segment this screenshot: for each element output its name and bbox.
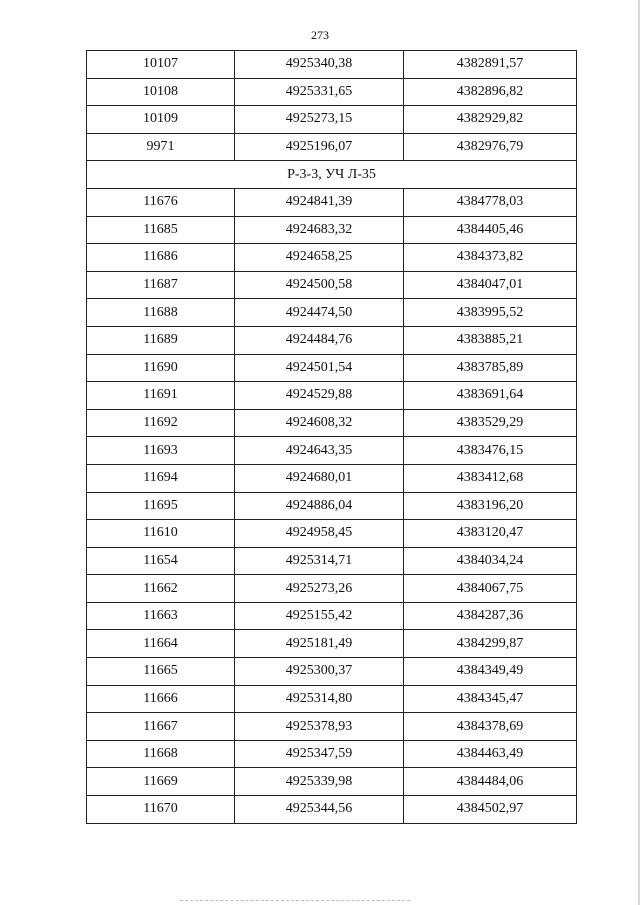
x-coordinate: 4925344,56 (235, 796, 404, 824)
table-row (87, 547, 577, 575)
x-coordinate: 4925273,15 (235, 106, 404, 134)
y-coordinate: 4383995,52 (404, 299, 577, 327)
y-coordinate: 4384405,46 (404, 216, 577, 244)
section-title: Р-3-3, УЧ Л-35 (87, 161, 577, 189)
x-coordinate: 4924958,45 (235, 520, 404, 548)
x-coordinate: 4925181,49 (235, 630, 404, 658)
y-coordinate: 4384778,03 (404, 188, 577, 216)
point-number: 11694 (87, 464, 235, 492)
point-number: 11687 (87, 271, 235, 299)
y-coordinate: 4384349,49 (404, 658, 577, 686)
point-number: 11686 (87, 244, 235, 272)
point-number: 11690 (87, 354, 235, 382)
y-coordinate: 4384378,69 (404, 713, 577, 741)
table-row (87, 409, 577, 437)
x-coordinate: 4924841,39 (235, 188, 404, 216)
table-row (87, 492, 577, 520)
y-coordinate: 4384299,87 (404, 630, 577, 658)
y-coordinate: 4383120,47 (404, 520, 577, 548)
table-row (87, 520, 577, 548)
table-row (87, 602, 577, 630)
point-number: 11654 (87, 547, 235, 575)
point-number: 11669 (87, 768, 235, 796)
x-coordinate: 4925314,80 (235, 685, 404, 713)
table-row (87, 630, 577, 658)
table-row (87, 51, 577, 79)
x-coordinate: 4924680,01 (235, 464, 404, 492)
y-coordinate: 4383476,15 (404, 437, 577, 465)
table-row (87, 216, 577, 244)
y-coordinate: 4383785,89 (404, 354, 577, 382)
y-coordinate: 4383196,20 (404, 492, 577, 520)
y-coordinate: 4384034,24 (404, 547, 577, 575)
point-number: 11665 (87, 658, 235, 686)
y-coordinate: 4382929,82 (404, 106, 577, 134)
y-coordinate: 4384047,01 (404, 271, 577, 299)
y-coordinate: 4383691,64 (404, 382, 577, 410)
y-coordinate: 4384373,82 (404, 244, 577, 272)
table-row (87, 437, 577, 465)
y-coordinate: 4384287,36 (404, 602, 577, 630)
table-row (87, 713, 577, 741)
table-row (87, 575, 577, 603)
table-row (87, 658, 577, 686)
table-row (87, 796, 577, 824)
y-coordinate: 4383529,29 (404, 409, 577, 437)
section-header (87, 161, 577, 189)
point-number: 10108 (87, 78, 235, 106)
x-coordinate: 4924658,25 (235, 244, 404, 272)
x-coordinate: 4924484,76 (235, 326, 404, 354)
point-number: 11668 (87, 740, 235, 768)
point-number: 11610 (87, 520, 235, 548)
y-coordinate: 4384484,06 (404, 768, 577, 796)
x-coordinate: 4924886,04 (235, 492, 404, 520)
table-row (87, 78, 577, 106)
table-row (87, 464, 577, 492)
x-coordinate: 4924501,54 (235, 354, 404, 382)
x-coordinate: 4925347,59 (235, 740, 404, 768)
y-coordinate: 4382891,57 (404, 51, 577, 79)
coordinates-table (86, 50, 577, 824)
x-coordinate: 4924683,32 (235, 216, 404, 244)
y-coordinate: 4383412,68 (404, 464, 577, 492)
point-number: 11666 (87, 685, 235, 713)
point-number: 10107 (87, 51, 235, 79)
y-coordinate: 4382896,82 (404, 78, 577, 106)
point-number: 11695 (87, 492, 235, 520)
y-coordinate: 4384345,47 (404, 685, 577, 713)
y-coordinate: 4382976,79 (404, 133, 577, 161)
y-coordinate: 4383885,21 (404, 326, 577, 354)
point-number: 11667 (87, 713, 235, 741)
table-row (87, 271, 577, 299)
point-number: 11663 (87, 602, 235, 630)
table-row (87, 685, 577, 713)
scan-artifact (180, 900, 410, 902)
table-row (87, 299, 577, 327)
table-row (87, 354, 577, 382)
point-number: 11662 (87, 575, 235, 603)
x-coordinate: 4924608,32 (235, 409, 404, 437)
x-coordinate: 4925155,42 (235, 602, 404, 630)
y-coordinate: 4384463,49 (404, 740, 577, 768)
table-row (87, 133, 577, 161)
table-body-bottom (87, 188, 577, 823)
point-number: 11692 (87, 409, 235, 437)
x-coordinate: 4925300,37 (235, 658, 404, 686)
x-coordinate: 4925340,38 (235, 51, 404, 79)
x-coordinate: 4925314,71 (235, 547, 404, 575)
table-row (87, 106, 577, 134)
page-number: 273 (311, 28, 329, 42)
point-number: 11691 (87, 382, 235, 410)
x-coordinate: 4924500,58 (235, 271, 404, 299)
point-number: 11688 (87, 299, 235, 327)
point-number: 11670 (87, 796, 235, 824)
point-number: 11685 (87, 216, 235, 244)
x-coordinate: 4925331,65 (235, 78, 404, 106)
table-row (87, 326, 577, 354)
table-row (87, 382, 577, 410)
x-coordinate: 4925196,07 (235, 133, 404, 161)
table-row (87, 188, 577, 216)
x-coordinate: 4925378,93 (235, 713, 404, 741)
x-coordinate: 4925339,98 (235, 768, 404, 796)
point-number: 10109 (87, 106, 235, 134)
section-row (87, 161, 577, 189)
point-number: 11676 (87, 188, 235, 216)
y-coordinate: 4384502,97 (404, 796, 577, 824)
x-coordinate: 4924474,50 (235, 299, 404, 327)
table-row (87, 244, 577, 272)
x-coordinate: 4924529,88 (235, 382, 404, 410)
point-number: 11664 (87, 630, 235, 658)
y-coordinate: 4384067,75 (404, 575, 577, 603)
point-number: 9971 (87, 133, 235, 161)
table-row (87, 768, 577, 796)
x-coordinate: 4924643,35 (235, 437, 404, 465)
table-row (87, 740, 577, 768)
table-body-top (87, 51, 577, 161)
x-coordinate: 4925273,26 (235, 575, 404, 603)
point-number: 11689 (87, 326, 235, 354)
point-number: 11693 (87, 437, 235, 465)
